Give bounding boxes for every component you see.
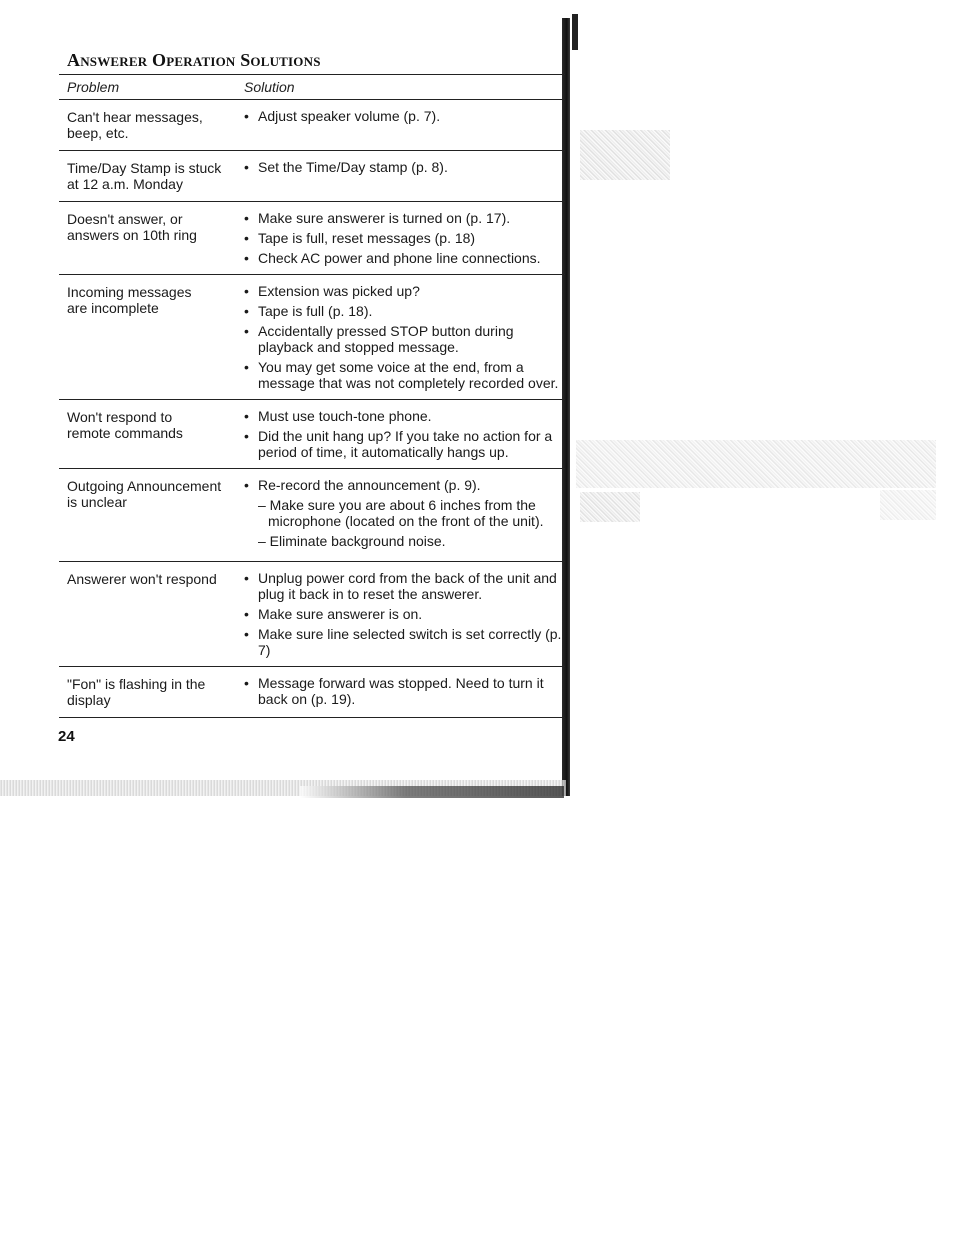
solution-text: Check AC power and phone line connections. <box>258 250 541 266</box>
bullet-icon: • <box>244 477 249 493</box>
solution-item <box>244 283 569 299</box>
solution-text: Re-record the announcement (p. 9). <box>258 477 481 493</box>
problem-line: Doesn't answer, or <box>67 211 183 227</box>
page-number: 24 <box>58 728 75 745</box>
solution-item <box>244 303 569 319</box>
problem-cell <box>67 284 237 316</box>
table-row <box>59 275 565 400</box>
problem-cell <box>67 571 237 587</box>
bullet-icon: • <box>244 606 249 622</box>
problem-cell <box>67 676 237 708</box>
problem-line: Time/Day Stamp is stuck <box>67 160 222 176</box>
table-row <box>59 151 565 202</box>
bullet-icon: • <box>244 250 249 266</box>
problem-line: answers on 10th ring <box>67 227 197 243</box>
solution-item <box>244 606 569 622</box>
solution-text: Tape is full (p. 18). <box>258 303 373 319</box>
solution-cell <box>244 202 569 274</box>
problem-line: beep, etc. <box>67 125 129 141</box>
problem-cell <box>67 109 237 141</box>
bullet-icon: • <box>244 570 249 586</box>
section-title: Answerer Operation Solutions <box>67 50 321 70</box>
solution-cell <box>244 151 569 201</box>
problem-cell <box>67 160 237 192</box>
bullet-icon: • <box>244 626 249 642</box>
bullet-icon: • <box>244 230 249 246</box>
bullet-icon: • <box>244 359 249 375</box>
bullet-icon: • <box>244 108 249 124</box>
scan-speckle <box>576 440 936 488</box>
bullet-icon: • <box>244 428 249 444</box>
problem-line: Incoming messages <box>67 284 192 300</box>
bullet-icon: • <box>244 323 249 339</box>
solution-item <box>244 108 569 124</box>
solution-item <box>244 159 569 175</box>
solution-text: Unplug power cord from the back of the unit and plug it back in to reset the answerer. <box>258 570 557 602</box>
solution-item <box>244 477 569 493</box>
solution-text: Make sure line selected switch is set correctly (p. 7) <box>258 626 562 658</box>
header-solution: Solution <box>244 79 295 95</box>
problem-cell <box>67 409 237 441</box>
bullet-icon: • <box>244 159 249 175</box>
solution-item <box>244 250 569 266</box>
solution-text: Set the Time/Day stamp (p. 8). <box>258 159 448 175</box>
solution-subitem: – Make sure you are about 6 inches from the microphone (located on the front of the unit). <box>258 497 544 529</box>
table-row <box>59 469 565 562</box>
solution-cell <box>244 667 569 717</box>
solution-text: Make sure answerer is on. <box>258 606 423 622</box>
solution-item <box>244 428 569 460</box>
scan-edge-bottom-shadow <box>300 786 564 798</box>
scan-speckle <box>580 130 670 180</box>
solution-cell <box>244 100 569 150</box>
solution-cell <box>244 400 569 468</box>
header-problem: Problem <box>67 79 120 95</box>
solution-text: Make sure answerer is turned on (p. 17). <box>258 210 511 226</box>
problem-line: is unclear <box>67 494 127 510</box>
problem-line: Can't hear messages, <box>67 109 203 125</box>
solution-cell <box>244 562 569 666</box>
table-header <box>59 74 565 100</box>
problem-line: at 12 a.m. Monday <box>67 176 183 192</box>
solution-item <box>244 675 569 707</box>
scan-speckle <box>580 492 640 522</box>
solution-text: Message forward was stopped. Need to turn it back on (p. 19). <box>258 675 544 707</box>
solution-item <box>244 323 569 355</box>
bullet-icon: • <box>244 303 249 319</box>
table-row <box>59 202 565 275</box>
solution-item <box>244 230 569 246</box>
table-body <box>59 100 565 718</box>
solution-text: Extension was picked up? <box>258 283 420 299</box>
problem-cell <box>67 478 237 510</box>
problem-line: Won't respond to <box>67 409 173 425</box>
problem-line: "Fon" is flashing in the <box>67 676 206 692</box>
bullet-icon: • <box>244 408 249 424</box>
solution-cell <box>244 275 569 399</box>
solution-text: Must use touch-tone phone. <box>258 408 432 424</box>
solution-item <box>244 626 569 658</box>
solution-text: Tape is full, reset messages (p. 18) <box>258 230 476 246</box>
problem-cell <box>67 211 237 243</box>
table-row <box>59 400 565 469</box>
solution-text: Adjust speaker volume (p. 7). <box>258 108 441 124</box>
bullet-icon: • <box>244 283 249 299</box>
binding-edge-top <box>572 14 578 50</box>
problem-line: are incomplete <box>67 300 159 316</box>
solutions-table <box>59 74 565 718</box>
solution-text: Did the unit hang up? If you take no action for a period of time, it automatically hangs up. <box>258 428 553 460</box>
solution-text: You may get some voice at the end, from a message that was not completely recorded over. <box>258 359 559 391</box>
solution-item <box>244 570 569 602</box>
solution-text: Accidentally pressed STOP button during playback and stopped message. <box>258 323 514 355</box>
solution-item <box>244 408 569 424</box>
table-row <box>59 100 565 151</box>
solution-cell <box>244 469 569 561</box>
bullet-icon: • <box>244 210 249 226</box>
table-row <box>59 562 565 667</box>
problem-line: display <box>67 692 111 708</box>
problem-line: Answerer won't respond <box>67 571 217 587</box>
solution-item <box>244 359 569 391</box>
solution-subitem: – Eliminate background noise. <box>258 533 446 549</box>
table-row <box>59 667 565 718</box>
bullet-icon: • <box>244 675 249 691</box>
problem-line: remote commands <box>67 425 183 441</box>
scan-speckle <box>880 490 936 520</box>
problem-line: Outgoing Announcement <box>67 478 222 494</box>
solution-item <box>244 210 569 226</box>
